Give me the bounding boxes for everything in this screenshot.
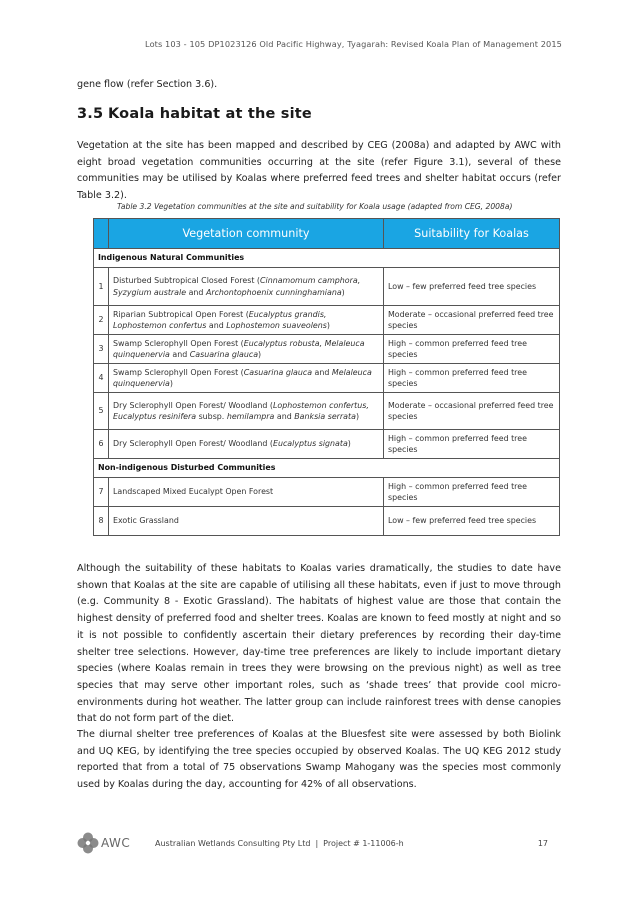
header-suitability: Suitability for Koalas [384, 219, 560, 249]
community-cell: Disturbed Subtropical Closed Forest (Cinnamomum camphora, Syzygium australe and Archontophoenix cunninghamiana) [109, 268, 384, 306]
section-title: Koala habitat at the site [108, 106, 312, 122]
community-cell: Dry Sclerophyll Open Forest/ Woodland (Eucalyptus signata) [109, 430, 384, 459]
logo-text: AWC [101, 836, 131, 850]
header-index-cell [94, 219, 109, 249]
section-row-non-indigenous [94, 459, 560, 478]
row-number: 8 [94, 507, 109, 536]
row-number: 3 [94, 335, 109, 364]
table-row [94, 268, 560, 306]
footer-company-project [155, 839, 404, 848]
section-label-non-indigenous: Non-indigenous Disturbed Communities [94, 459, 560, 478]
table-caption: Table 3.2 Vegetation communities at the site and suitability for Koala usage (adapted from CEG, 2008a) [117, 202, 513, 211]
community-cell: Dry Sclerophyll Open Forest/ Woodland (Lophostemon confertus, Eucalyptus resinifera subsp. hemilampra and Banksia serrata) [109, 393, 384, 430]
row-number: 4 [94, 364, 109, 393]
suitability-cell: Moderate – occasional preferred feed tree species [384, 393, 560, 430]
community-cell: Riparian Subtropical Open Forest (Eucalyptus grandis, Lophostemon confertus and Lophostemon suaveolens) [109, 306, 384, 335]
row-number: 6 [94, 430, 109, 459]
running-header: Lots 103 - 105 DP1023126 Old Pacific Highway, Tyagarah: Revised Koala Plan of Management 2015 [145, 39, 562, 49]
table-row [94, 430, 560, 459]
footer-company: Australian Wetlands Consulting Pty Ltd [155, 839, 311, 848]
intro-fragment: gene flow (refer Section 3.6). [77, 79, 218, 90]
suitability-cell: Low – few preferred feed tree species [384, 507, 560, 536]
paragraph-suitability: Although the suitability of these habitats to Koalas varies dramatically, the studies to date have shown that Koalas at the site are capable of utilising all these habitats, even if just to move through (e.g. Community 8 - Exotic Grassland). The habitats of highest value are those that contain the highest density of preferred food and shelter trees. Koalas are known to feed mostly at night and so it is not possible to confidently ascertain their dietary preferences by recording their day-time shelter tree selections. However, day-time tree preferences are likely to include important dietary species (where Koalas remain in trees they were browsing on the previous night) as well as tree species that may serve other important roles, such as ‘shade trees’ that provide cool micro-environments during hot weather. The latter group can include rainforest trees with dense canopies that do not form part of the diet. [77, 563, 561, 725]
page-footer [77, 832, 561, 856]
row-number: 5 [94, 393, 109, 430]
row-number: 2 [94, 306, 109, 335]
community-cell: Exotic Grassland [109, 507, 384, 536]
table-row [94, 306, 560, 335]
table-header-row [94, 219, 560, 249]
community-cell: Swamp Sclerophyll Open Forest (Eucalyptus robusta, Melaleuca quinquenervia and Casuarina glauca) [109, 335, 384, 364]
section-label-indigenous: Indigenous Natural Communities [94, 249, 560, 268]
suitability-cell: High – common preferred feed tree species [384, 430, 560, 459]
table-row [94, 364, 560, 393]
row-number: 7 [94, 478, 109, 507]
vegetation-table [93, 218, 560, 536]
suitability-cell: High – common preferred feed tree species [384, 335, 560, 364]
table-row [94, 393, 560, 430]
section-row-indigenous [94, 249, 560, 268]
section-number: 3.5 [77, 106, 104, 122]
table-row [94, 478, 560, 507]
footer-project: Project # 1-11006-h [323, 839, 404, 848]
awc-logo-icon [77, 832, 99, 854]
paragraph-shelter-trees: The diurnal shelter tree preferences of Koalas at the Bluesfest site were assessed by both Biolink and UQ KEG, by identifying the tree species occupied by observed Koalas. The UQ KEG 2012 study reported that from a total of 75 observations Swamp Mahogany was the species most commonly used by Koalas during the day, accounting for 42% of all observations. [77, 729, 561, 791]
suitability-cell: High – common preferred feed tree species [384, 478, 560, 507]
page-number: 17 [537, 839, 548, 848]
community-cell: Swamp Sclerophyll Open Forest (Casuarina glauca and Melaleuca quinquenervia) [109, 364, 384, 393]
suitability-cell: Low – few preferred feed tree species [384, 268, 560, 306]
row-number: 1 [94, 268, 109, 306]
community-cell: Landscaped Mixed Eucalypt Open Forest [109, 478, 384, 507]
paragraph-vegetation: Vegetation at the site has been mapped and described by CEG (2008a) and adapted by AWC with eight broad vegetation communities occurring at the site (refer Figure 3.1), several of these communities may be utilised by Koalas where preferred feed trees and shelter habitat occurs (refer Table 3.2). [77, 140, 561, 202]
footer-separator: | [315, 839, 319, 848]
table-row [94, 507, 560, 536]
header-community: Vegetation community [109, 219, 384, 249]
suitability-cell: Moderate – occasional preferred feed tree species [384, 306, 560, 335]
table-row [94, 335, 560, 364]
suitability-cell: High – common preferred feed tree species [384, 364, 560, 393]
section-heading [77, 106, 312, 122]
